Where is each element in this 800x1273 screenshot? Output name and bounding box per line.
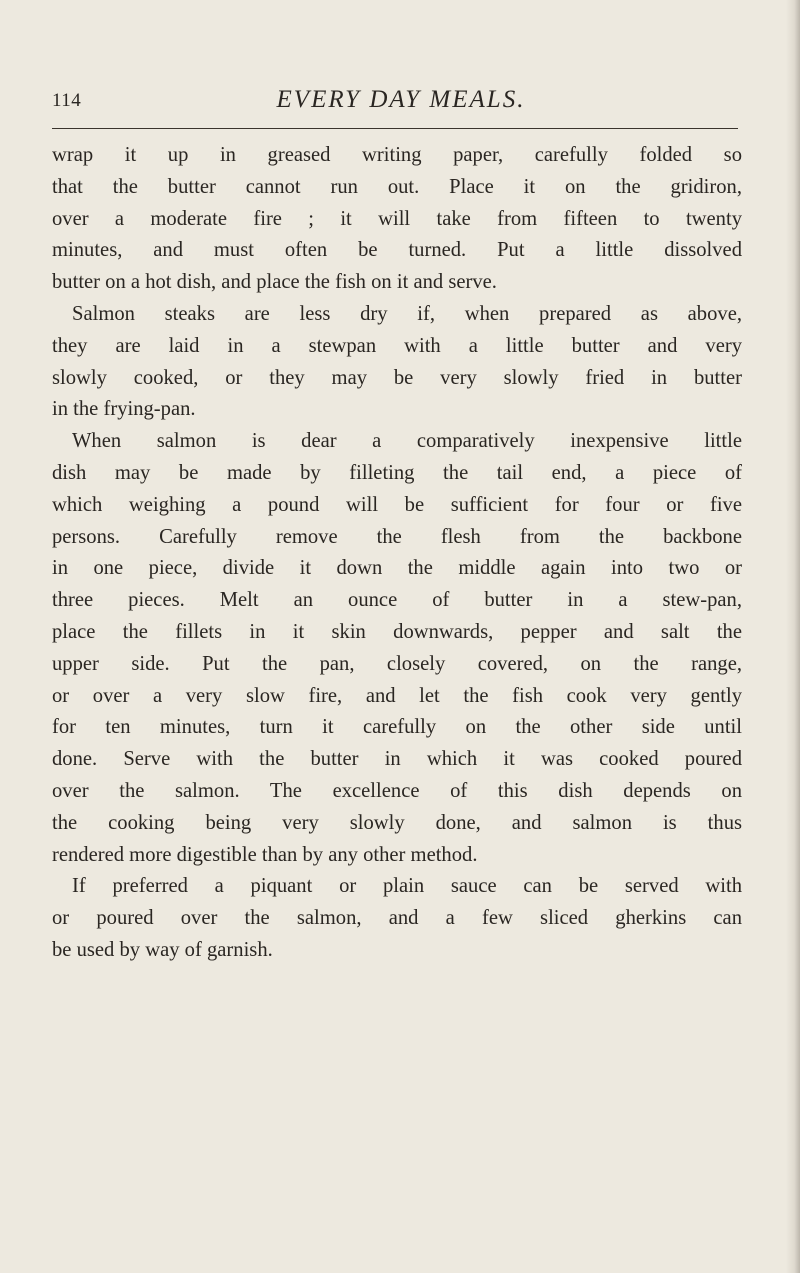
text-line: that the butter cannot run out. Place it on the gridiron, — [52, 175, 742, 198]
text-line: place the fillets in it skin downwards, pepper and salt the — [52, 620, 742, 643]
text-line: Salmon steaks are less dry if, when prepared as above, — [72, 302, 742, 325]
text-line: rendered more digestible than by any other method. — [52, 843, 478, 866]
text-line: slowly cooked, or they may be very slowly fried in butter — [52, 366, 742, 389]
text-line: over the salmon. The excellence of this dish depends on — [52, 779, 742, 802]
text-line: butter on a hot dish, and place the fish on it and serve. — [52, 271, 497, 294]
text-line: three pieces. Melt an ounce of butter in a stew-pan, — [52, 589, 742, 612]
text-line: for ten minutes, turn it carefully on the other side until — [52, 716, 742, 739]
text-line: over a moderate fire ; it will take from fifteen to twenty — [52, 207, 742, 230]
header-rule — [52, 128, 738, 129]
text-line: or poured over the salmon, and a few sliced gherkins can — [52, 907, 742, 930]
text-line: they are laid in a stewpan with a little butter and very — [52, 334, 742, 357]
text-line: done. Serve with the butter in which it was cooked poured — [52, 748, 742, 771]
text-line: When salmon is dear a comparatively inexpensive little — [72, 430, 742, 453]
text-line: dish may be made by filleting the tail end, a piece of — [52, 461, 742, 484]
page-header — [52, 86, 742, 126]
body-text — [52, 140, 742, 967]
text-line: the cooking being very slowly done, and salmon is thus — [52, 811, 742, 834]
text-line: be used by way of garnish. — [52, 938, 273, 961]
page-edge-shadow — [786, 0, 800, 1273]
text-line: in the frying-pan. — [52, 398, 196, 421]
text-line: which weighing a pound will be sufficient for four or five — [52, 493, 742, 516]
text-line: If preferred a piquant or plain sauce can be served with — [72, 875, 742, 898]
text-line: upper side. Put the pan, closely covered, on the range, — [52, 652, 742, 675]
page-number: 114 — [52, 90, 82, 111]
text-line: or over a very slow fire, and let the fish cook very gently — [52, 684, 742, 707]
text-line: in one piece, divide it down the middle again into two or — [52, 557, 742, 580]
text-line: minutes, and must often be turned. Put a little dissolved — [52, 239, 742, 262]
text-line: persons. Carefully remove the flesh from the backbone — [52, 525, 742, 548]
text-line: wrap it up in greased writing paper, carefully folded so — [52, 144, 742, 166]
running-title: EVERY DAY MEALS. — [276, 86, 526, 113]
